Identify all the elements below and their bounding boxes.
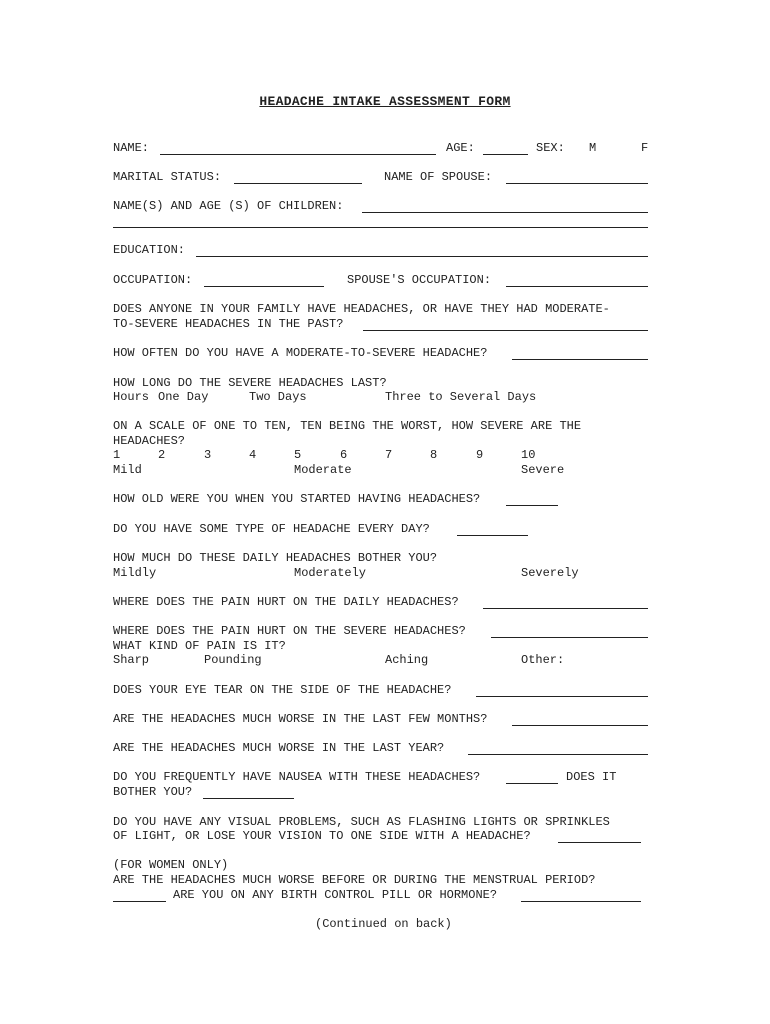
worse-months-question: ARE THE HEADACHES MUCH WORSE IN THE LAST FEW MONTHS? <box>113 712 488 726</box>
marital-status-field[interactable] <box>234 183 362 184</box>
pain-option-pounding[interactable]: Pounding <box>204 653 262 667</box>
nausea-question-followup: DOES IT <box>566 770 617 784</box>
pain-option-sharp[interactable]: Sharp <box>113 653 150 667</box>
family-history-question-cont: TO-SEVERE HEADACHES IN THE PAST? <box>113 317 344 331</box>
menstrual-field[interactable] <box>113 901 166 902</box>
nausea-question: DO YOU FREQUENTLY HAVE NAUSEA WITH THESE HEADACHES? <box>113 770 481 784</box>
pain-option-other[interactable]: Other: <box>521 653 565 667</box>
scale-label-severe: Severe <box>521 463 565 477</box>
spouse-name-label: NAME OF SPOUSE: <box>384 170 493 184</box>
bother-option-moderately[interactable]: Moderately <box>294 566 367 580</box>
sex-label: SEX: <box>536 141 565 155</box>
name-label: NAME: <box>113 141 150 155</box>
scale-number-7[interactable]: 7 <box>385 448 393 462</box>
eye-tear-field[interactable] <box>476 696 648 697</box>
frequency-field[interactable] <box>512 359 648 360</box>
name-field[interactable] <box>160 154 436 155</box>
daily-pain-field[interactable] <box>483 608 648 609</box>
children-field-line-2[interactable] <box>113 227 648 228</box>
scale-number-8[interactable]: 8 <box>430 448 438 462</box>
scale-question: ON A SCALE OF ONE TO TEN, TEN BEING THE WORST, HOW SEVERE ARE THE <box>113 419 582 433</box>
daily-pain-question: WHERE DOES THE PAIN HURT ON THE DAILY HEADACHES? <box>113 595 459 609</box>
scale-label-mild: Mild <box>113 463 142 477</box>
scale-number-10[interactable]: 10 <box>521 448 536 462</box>
occupation-label: OCCUPATION: <box>113 273 193 287</box>
age-field[interactable] <box>483 154 528 155</box>
scale-number-4[interactable]: 4 <box>249 448 257 462</box>
worse-year-question: ARE THE HEADACHES MUCH WORSE IN THE LAST YEAR? <box>113 741 445 755</box>
worse-year-field[interactable] <box>468 754 648 755</box>
occupation-field[interactable] <box>204 286 324 287</box>
scale-number-3[interactable]: 3 <box>204 448 212 462</box>
spouse-occupation-field[interactable] <box>506 286 648 287</box>
family-history-question: DOES ANYONE IN YOUR FAMILY HAVE HEADACHES, OR HAVE THEY HAD MODERATE- <box>113 302 610 316</box>
sex-option-f[interactable]: F <box>641 141 649 155</box>
scale-label-moderate: Moderate <box>294 463 352 477</box>
birth-control-field[interactable] <box>521 901 641 902</box>
daily-field[interactable] <box>457 535 528 536</box>
family-history-field[interactable] <box>363 330 648 331</box>
severe-pain-question: WHERE DOES THE PAIN HURT ON THE SEVERE HEADACHES? <box>113 624 466 638</box>
spouse-name-field[interactable] <box>506 183 648 184</box>
daily-question: DO YOU HAVE SOME TYPE OF HEADACHE EVERY DAY? <box>113 522 430 536</box>
nausea-field[interactable] <box>506 783 558 784</box>
nausea-question-cont: BOTHER YOU? <box>113 785 193 799</box>
education-field[interactable] <box>196 256 648 257</box>
education-label: EDUCATION: <box>113 243 186 257</box>
spouse-occupation-label: SPOUSE'S OCCUPATION: <box>347 273 492 287</box>
duration-option-hours[interactable]: Hours <box>113 390 150 404</box>
scale-number-1[interactable]: 1 <box>113 448 121 462</box>
women-only-note: (FOR WOMEN ONLY) <box>113 858 229 872</box>
worse-months-field[interactable] <box>512 725 648 726</box>
duration-option-several-days[interactable]: Three to Several Days <box>385 390 537 404</box>
age-label: AGE: <box>446 141 475 155</box>
scale-number-9[interactable]: 9 <box>476 448 484 462</box>
eye-tear-question: DOES YOUR EYE TEAR ON THE SIDE OF THE HEADACHE? <box>113 683 452 697</box>
severe-pain-field[interactable] <box>491 637 648 638</box>
bother-option-severely[interactable]: Severely <box>521 566 579 580</box>
pain-kind-question: WHAT KIND OF PAIN IS IT? <box>113 639 286 653</box>
visual-question-cont: OF LIGHT, OR LOSE YOUR VISION TO ONE SIDE WITH A HEADACHE? <box>113 829 531 843</box>
visual-question: DO YOU HAVE ANY VISUAL PROBLEMS, SUCH AS FLASHING LIGHTS OR SPRINKLES <box>113 815 610 829</box>
duration-option-one-day[interactable]: One Day <box>158 390 209 404</box>
bother-question: HOW MUCH DO THESE DAILY HEADACHES BOTHER YOU? <box>113 551 438 565</box>
children-field[interactable] <box>362 212 648 213</box>
nausea-bother-field[interactable] <box>203 798 294 799</box>
duration-question: HOW LONG DO THE SEVERE HEADACHES LAST? <box>113 376 387 390</box>
visual-field[interactable] <box>558 842 641 843</box>
birth-control-question: ARE YOU ON ANY BIRTH CONTROL PILL OR HORMONE? <box>173 888 498 902</box>
scale-question-cont: HEADACHES? <box>113 434 186 448</box>
sex-option-m[interactable]: M <box>589 141 597 155</box>
marital-status-label: MARITAL STATUS: <box>113 170 222 184</box>
continued-note: (Continued on back) <box>315 917 452 931</box>
scale-number-5[interactable]: 5 <box>294 448 302 462</box>
pain-option-aching[interactable]: Aching <box>385 653 429 667</box>
duration-option-two-days[interactable]: Two Days <box>249 390 307 404</box>
form-title: HEADACHE INTAKE ASSESSMENT FORM <box>259 94 511 109</box>
menstrual-question: ARE THE HEADACHES MUCH WORSE BEFORE OR DURING THE MENSTRUAL PERIOD? <box>113 873 596 887</box>
scale-number-6[interactable]: 6 <box>340 448 348 462</box>
frequency-question: HOW OFTEN DO YOU HAVE A MODERATE-TO-SEVERE HEADACHE? <box>113 346 488 360</box>
onset-field[interactable] <box>506 505 558 506</box>
bother-option-mildly[interactable]: Mildly <box>113 566 157 580</box>
scale-number-2[interactable]: 2 <box>158 448 166 462</box>
children-label: NAME(S) AND AGE (S) OF CHILDREN: <box>113 199 344 213</box>
onset-question: HOW OLD WERE YOU WHEN YOU STARTED HAVING HEADACHES? <box>113 492 481 506</box>
